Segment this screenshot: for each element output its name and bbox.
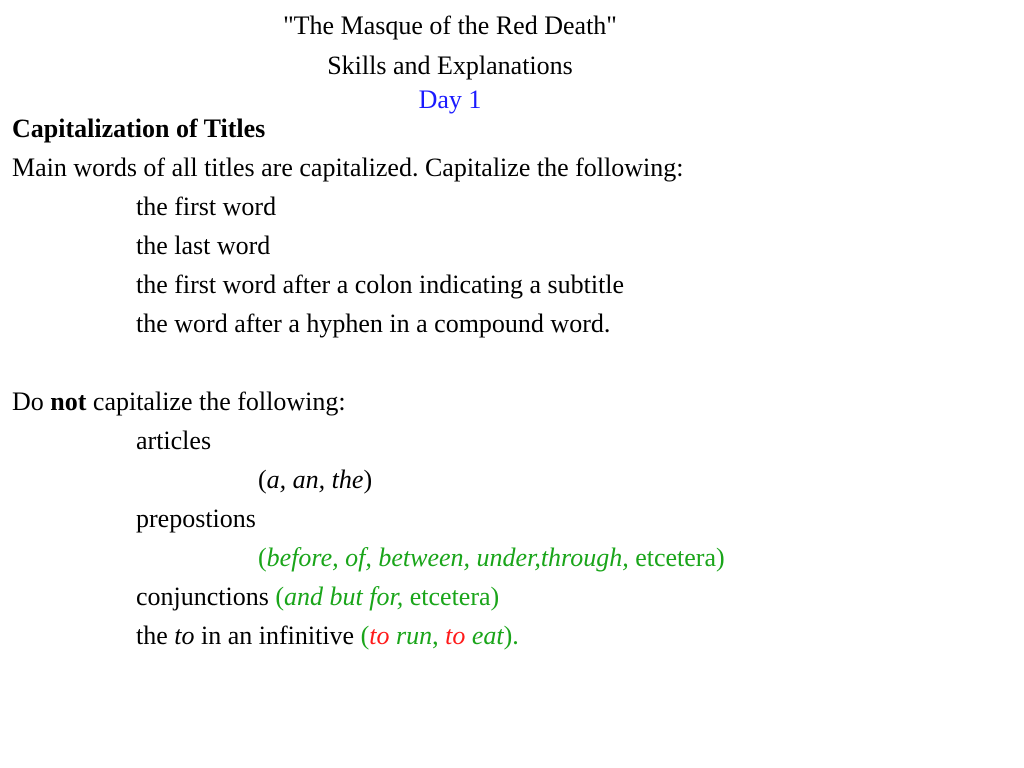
capitalize-item-after-colon: the first word after a colon indicating a subtitle (136, 270, 625, 299)
capitalize-item-first-word: the first word (136, 192, 277, 221)
infinitive-prefix: the (136, 621, 175, 650)
page-subtitle: Skills and Explanations (327, 51, 573, 80)
capitalize-item-last-word: the last word (136, 231, 271, 260)
prepositions-etcetera: etcetera) (628, 543, 725, 572)
prepositions-example-list: before, of, between, under,through, (266, 543, 629, 572)
prepositions-label: prepostions (136, 504, 256, 533)
section-heading: Capitalization of Titles (12, 114, 266, 143)
articles-open-paren: ( (258, 465, 267, 494)
day-label: Day 1 (418, 85, 482, 114)
articles-close-paren: ) (363, 465, 373, 494)
infinitive-example-eat: eat (465, 621, 504, 650)
infinitive-middle: in an infinitive (194, 621, 361, 650)
conjunctions-example-list: and but for, (284, 582, 404, 611)
articles-examples (258, 465, 372, 495)
infinitive-line (136, 621, 519, 651)
conjunctions-open-paren: ( (275, 582, 285, 611)
do-not-capitalize-line (12, 387, 346, 417)
do-not-emphasis: not (50, 387, 87, 416)
infinitive-close: ). (503, 621, 519, 650)
infinitive-example-to-2: to (445, 621, 466, 650)
articles-label: articles (136, 426, 212, 455)
infinitive-comma: , (432, 621, 446, 650)
intro-text: Main words of all titles are capitalized. Capitalize the following: (12, 153, 684, 182)
page-title: "The Masque of the Red Death" (283, 11, 617, 40)
infinitive-example-to-1: to (369, 621, 390, 650)
do-not-suffix: capitalize the following: (86, 387, 346, 416)
conjunctions-etcetera: etcetera) (403, 582, 500, 611)
conjunctions-line (136, 582, 499, 612)
prepositions-open-paren: ( (258, 543, 267, 572)
infinitive-open-paren: ( (360, 621, 370, 650)
do-not-prefix: Do (12, 387, 51, 416)
articles-example-list: a, an, the (266, 465, 364, 494)
infinitive-to: to (174, 621, 195, 650)
prepositions-examples (258, 543, 725, 573)
conjunctions-label: conjunctions (136, 582, 276, 611)
capitalize-item-after-hyphen: the word after a hyphen in a compound word. (136, 309, 611, 338)
infinitive-example-run: run (389, 621, 433, 650)
